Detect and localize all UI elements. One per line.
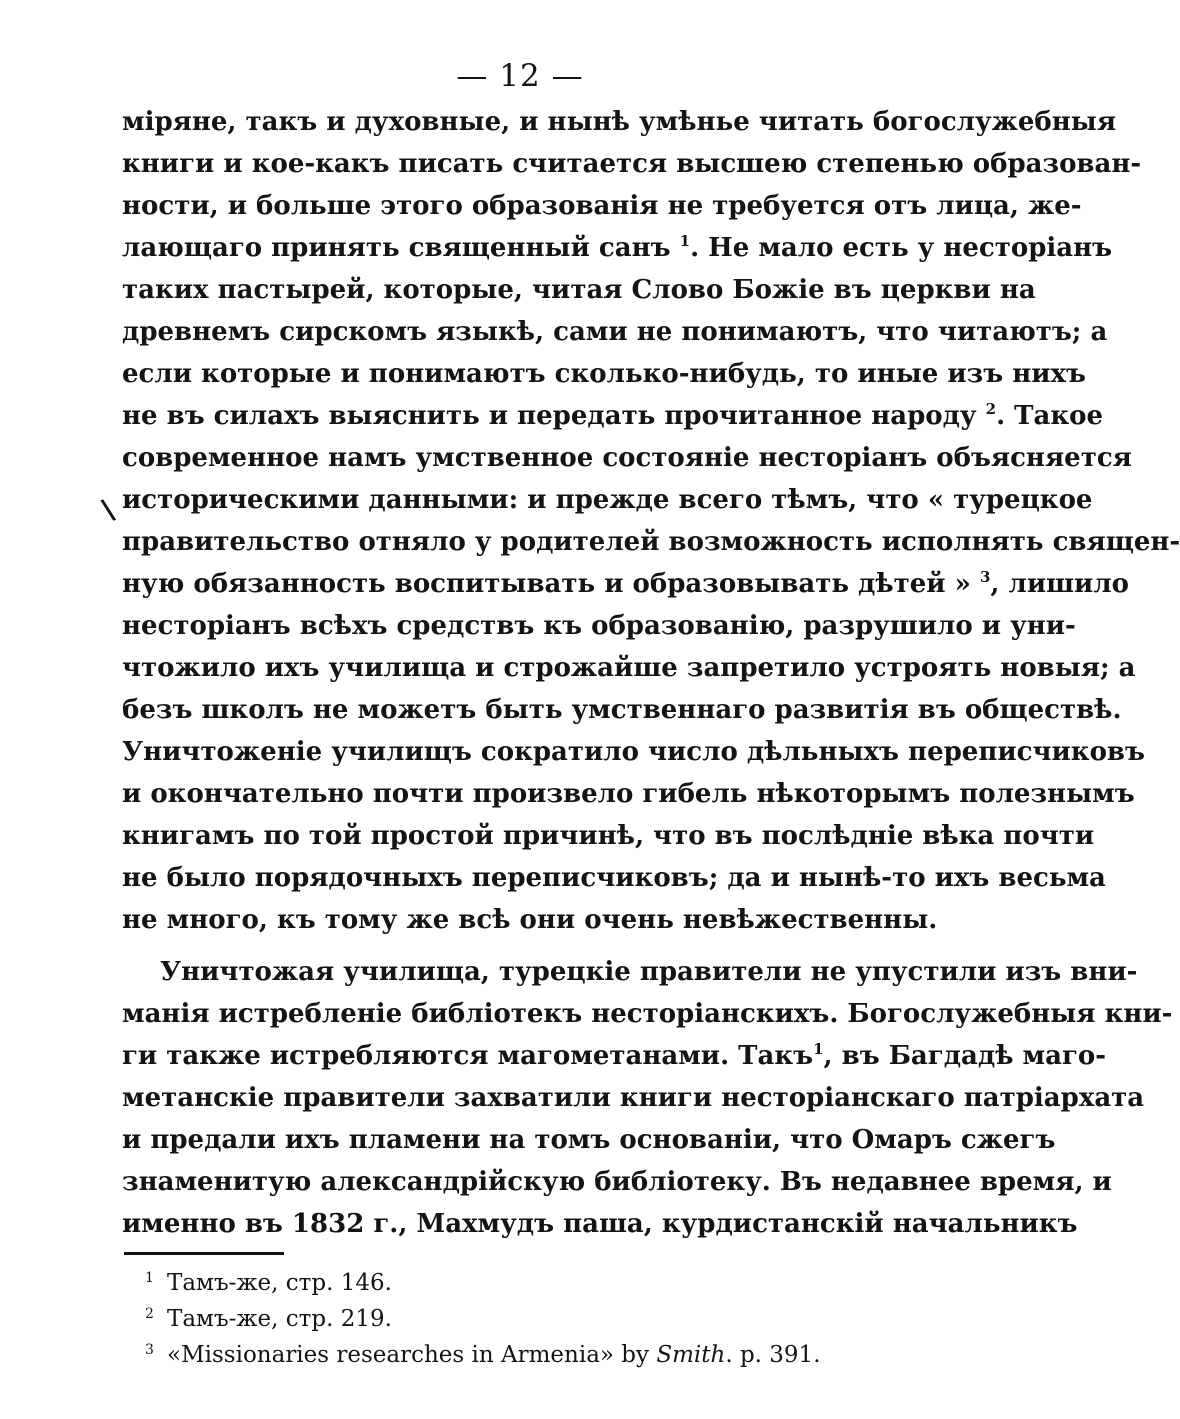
author-name: Smith [656, 1342, 726, 1368]
text-line: правительство отняло у родителей возможность исполнять священ- [122, 527, 1180, 557]
text-line: и окончательно почти произвело гибель нѣкоторымъ полезнымъ [122, 779, 1135, 809]
text-line: Уничтожая училища, турецкіе правители не упустили изъ вни- [160, 957, 1138, 987]
footnote-mark: 3 [145, 1342, 154, 1358]
footnote-ref: 2 [985, 400, 997, 418]
text-line: несторіанъ всѣхъ средствъ къ образованію, разрушило и уни- [122, 611, 1076, 641]
text-line: именно въ 1832 г., Махмудъ паша, курдистанскій начальникъ [122, 1209, 1078, 1239]
text-line: не было порядочныхъ переписчиковъ; да и нынѣ-то ихъ весьма [122, 863, 1106, 893]
text-line: не много, къ тому же всѣ они очень невѣжественны. [122, 905, 938, 935]
text-line: если которые и понимаютъ сколько-нибудь, то иные изъ нихъ [122, 359, 1086, 389]
text-line: лающаго принять священный санъ $^1$. Не мало есть у несторіанъ [122, 232, 1113, 263]
footnote-2: 2 Тамъ-же, стр. 219. [145, 1298, 392, 1335]
page-number: — 12 — [456, 58, 584, 94]
text-line: древнемъ сирскомъ языкѣ, сами не понимаютъ, что читаютъ; а [122, 317, 1108, 347]
footnote-3: 3 «Missionaries researches in Armenia» by Smith. p. 391. [145, 1334, 821, 1371]
text-line: историческими данными: и прежде всего тѣмъ, что « турецкое [122, 485, 1093, 515]
text-line: книгамъ по той простой причинѣ, что въ послѣдніе вѣка почти [122, 821, 1095, 851]
text-line: ную обязанность воспитывать и образовывать дѣтей » $^3$, лишило [122, 568, 1130, 599]
footnote-mark: 1 [145, 1270, 154, 1286]
footnote-mark: 2 [145, 1306, 154, 1322]
text-line: міряне, такъ и духовные, и нынѣ умѣнье читать богослужебныя [122, 107, 1117, 137]
footnote-ref: 1 [679, 232, 691, 250]
text-line: книги и кое-какъ писать считается высшею степенью образован- [122, 149, 1142, 179]
footnote-rule [124, 1252, 284, 1255]
text-line: манія истребленіе библіотекъ несторіанскихъ. Богослужебныя кни- [122, 999, 1173, 1029]
text-line: современное намъ умственное состояніе несторіанъ объясняется [122, 443, 1132, 473]
footnote-1: 1 Тамъ-же, стр. 146. [145, 1262, 392, 1299]
footnote-ref: 3 [979, 568, 991, 586]
text-line: чтожило ихъ училища и строжайше запретило устроять новыя; а [122, 653, 1136, 683]
text-line: таких пастырей, которые, читая Слово Божіе въ церкви на [122, 275, 1036, 305]
text-line: Уничтоженіе училищъ сократило число дѣльныхъ переписчиковъ [122, 737, 1145, 767]
text-line: метанскіе правители захватили книги несторіанскаго патріархата [122, 1083, 1145, 1113]
footnote-ref: 1 [813, 1040, 824, 1058]
text-line: и предали ихъ пламени на томъ основаніи, что Омаръ сжегъ [122, 1125, 1056, 1155]
margin-pencil-mark: \ [98, 492, 118, 527]
text-line: ности, и больше этого образованія не требуется отъ лица, же- [122, 191, 1082, 221]
text-line: знаменитую александрійскую библіотеку. Въ недавнее время, и [122, 1167, 1112, 1197]
text-line: не въ силахъ выяснить и передать прочитанное народу $^2$. Такое [122, 400, 1104, 431]
text-line: ги также истребляются магометанами. Такъ$^1$, въ Багдадѣ маго- [122, 1040, 1107, 1071]
text-line: безъ школъ не можетъ быть умственнаго развитія въ обществѣ. [122, 695, 1122, 725]
